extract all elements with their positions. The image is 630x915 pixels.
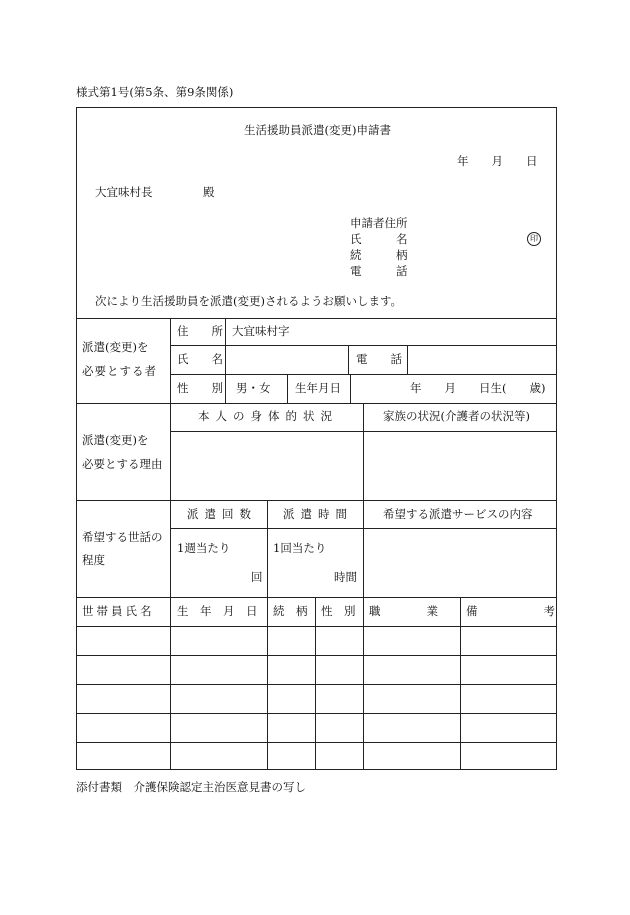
sex-label: 性 別	[177, 381, 223, 395]
relation-header: 続 柄	[273, 604, 308, 618]
family-condition-header: 家族の状況(介護者の状況等)	[383, 409, 530, 423]
reason-label-line2: 必要とする理由	[82, 457, 163, 471]
form-number: 様式第1号(第5条、第9条関係)	[76, 85, 234, 99]
applicant-phone-label: 電 話	[350, 264, 408, 278]
divider	[76, 655, 557, 656]
divider	[348, 345, 349, 374]
applicant-relation-label: 続 柄	[350, 248, 408, 262]
divider	[363, 597, 364, 770]
seal-mark: 印	[527, 232, 541, 246]
divider	[76, 684, 557, 685]
per-week-label: 1週当たり	[177, 541, 231, 555]
divider-person-top	[76, 318, 557, 319]
attachments-note: 添付書類 介護保険認定主治医意見書の写し	[76, 780, 306, 794]
dispatch-count-header: 派遣回数	[187, 507, 257, 521]
reason-label-line1: 派遣(変更)を	[82, 433, 149, 447]
applicant-address-label: 申請者住所	[350, 216, 408, 230]
sex-header: 性 別	[321, 604, 356, 618]
person-label-line1: 派遣(変更)を	[82, 340, 149, 354]
household-name-header: 世帯員氏名	[82, 604, 155, 618]
address-label: 住 所	[177, 324, 223, 338]
divider	[76, 742, 557, 743]
divider	[267, 500, 268, 597]
divider	[407, 345, 408, 374]
honorific: 殿	[203, 185, 215, 199]
physical-condition-header: 本人の身体的状況	[198, 409, 338, 423]
times-unit: 回	[251, 570, 263, 584]
divider	[76, 626, 557, 627]
phone-label: 電 話	[356, 352, 402, 366]
hours-unit: 時間	[334, 570, 357, 584]
divider	[170, 374, 557, 375]
date-line[interactable]: 年 月 日	[457, 154, 538, 168]
birth-value[interactable]: 年 月 日生( 歳)	[410, 381, 546, 395]
label-column-divider	[170, 318, 171, 597]
care-label-line2: 程度	[82, 553, 105, 567]
birthdate-header: 生 年 月 日	[177, 604, 258, 618]
divider	[225, 318, 226, 403]
divider	[315, 597, 316, 770]
person-label-line2: 必要とする者	[82, 364, 157, 378]
form-title: 生活援助員派遣(変更)申請書	[244, 123, 391, 137]
request-text: 次により生活援助員を派遣(変更)されるようお願いします。	[95, 294, 403, 308]
divider	[170, 597, 171, 770]
divider	[460, 597, 461, 770]
per-visit-label: 1回当たり	[273, 541, 327, 555]
name-label: 氏 名	[177, 352, 223, 366]
divider	[363, 403, 364, 500]
divider-household-top	[76, 597, 557, 598]
divider	[363, 500, 364, 597]
divider	[287, 374, 288, 403]
remarks-header: 備 考	[466, 604, 559, 618]
addressee: 大宜味村長	[95, 185, 153, 199]
divider	[170, 345, 557, 346]
address-value[interactable]: 大宜味村字	[232, 324, 290, 338]
applicant-name-label: 氏 名	[350, 232, 408, 246]
birth-label: 生年月日	[295, 381, 341, 395]
dispatch-time-header: 派遣時間	[283, 507, 353, 521]
divider	[76, 713, 557, 714]
divider-reason-top	[76, 403, 557, 404]
occupation-header: 職 業	[369, 604, 438, 618]
divider	[267, 597, 268, 770]
care-label-line1: 希望する世話の	[82, 530, 163, 544]
divider	[350, 374, 351, 403]
service-content-header: 希望する派遣サービスの内容	[383, 507, 533, 521]
sex-value[interactable]: 男・女	[236, 381, 271, 395]
divider-care-top	[76, 500, 557, 501]
